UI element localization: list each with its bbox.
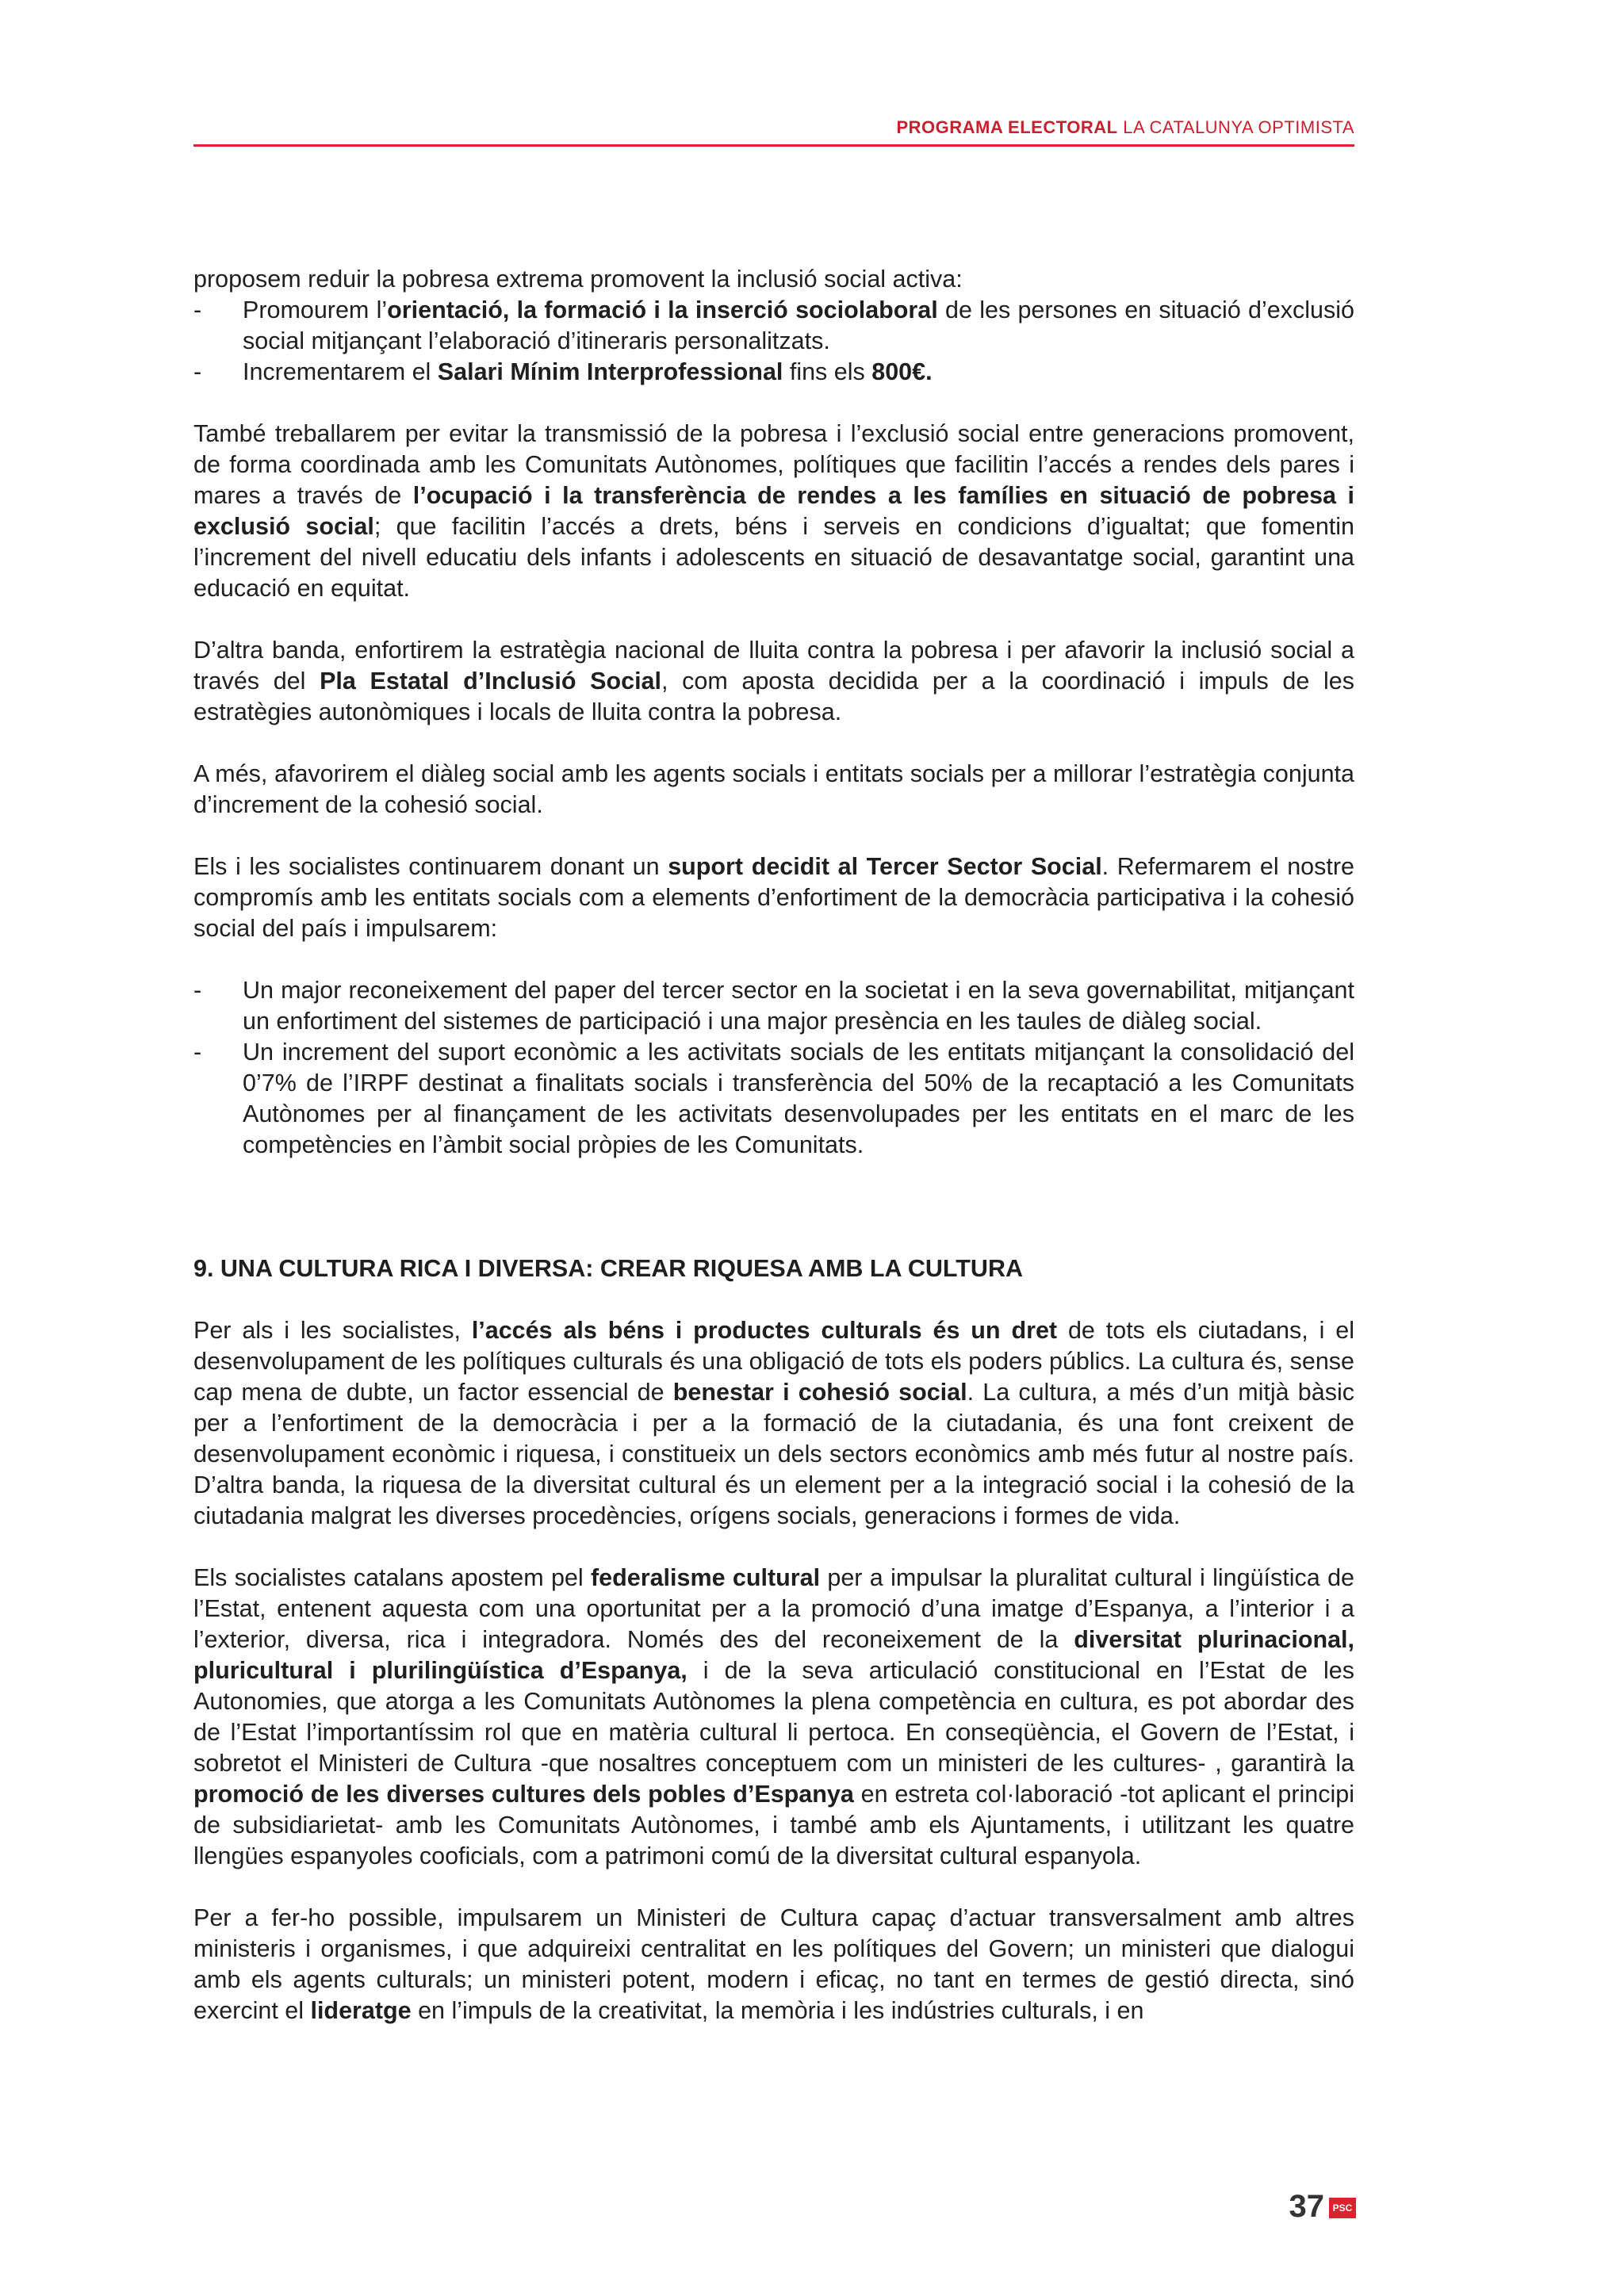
running-header (193, 117, 1354, 146)
list-item: - Un major reconeixement del paper del tercer sector en la societat i en la seva governabilitat, mitjançant un enfortiment del sistemes de participació i una major presència en les taules de diàleg social. (193, 977, 1354, 1035)
list-dash: - (193, 358, 202, 385)
paragraph: D’altra banda, enfortirem la estratègia nacional de lluita contra la pobresa i per afavorir la inclusió social a través del Pla Estatal d’Inclusió Social, com aposta decidida per a la coordinació i impuls de les estratègies autonòmiques i locals de lluita contra la pobresa. (193, 637, 1354, 725)
paragraph: Els i les socialistes continuarem donant un suport decidit al Tercer Sector Social. Refermarem el nostre compromís amb les entitats socials com a elements d’enfortiment de la democràcia participativa i la cohesió social del país i impulsarem: (193, 853, 1354, 942)
paragraph: Els socialistes catalans apostem pel federalisme cultural per a impulsar la pluralitat cultural i lingüística de l’Estat, entenent aquesta com una oportunitat per a la promoció d’una imatge d’Espanya, a l’interior i a l’exterior, diversa, rica i integradora. Només des del reconeixement de la diversitat plurinacional, pluricultural i plurilingüística d’Espanya, i de la seva articulació constitucional en l’Estat de les Autonomies, que atorga a les Comunitats Autònomes la plena competència en cultura, es pot abordar des de l’Estat l’importantíssim rol que en matèria cultural li pertoca. En conseqüència, el Govern de l’Estat, i sobretot el Ministeri de Cultura -que nosaltres conceptuem com un ministeri de les cultures- , garantirà la promoció de les diverses cultures dels pobles d’Espanya en estreta col·laboració -tot aplicant el principi de subsidiarietat- amb les Comunitats Autònomes, i també amb els Ajuntaments, i utilitzant les quatre llengües espanyoles cooficials, com a patrimoni comú de la diversitat cultural espanyola. (193, 1564, 1355, 1869)
page-body (193, 264, 1354, 2026)
list-item: - Incrementarem el Salari Mínim Interprofessional fins els 800€. (193, 357, 1354, 388)
header-divider (193, 144, 1354, 147)
list-dash: - (193, 1039, 202, 1066)
section-heading: 9. UNA CULTURA RICA I DIVERSA: CREAR RIQUESA AMB LA CULTURA (193, 1255, 1024, 1282)
paragraph: Per a fer-ho possible, impulsarem un Ministeri de Cultura capaç d’actuar transversalment amb altres ministeris i organismes, i que adquireixi centralitat en les polítiques del Govern; un ministeri que dialogui amb els agents culturals; un ministeri potent, modern i eficaç, no tant en termes de gestió directa, sinó exercint el lideratge en l’impuls de la creativitat, la memòria i les indústries culturals, i en (193, 1904, 1354, 2024)
list-dash: - (193, 977, 202, 1004)
psc-logo: PSC (1329, 2198, 1356, 2218)
intro-line: proposem reduir la pobresa extrema promovent la inclusió social activa: (193, 266, 963, 293)
list-item: - Promourem l’orientació, la formació i la inserció sociolaboral de les persones en situació d’exclusió social mitjançant l’elaboració d’itineraris personalitzats. (193, 297, 1354, 354)
paragraph: Per als i les socialistes, l’accés als béns i productes culturals és un dret de tots els ciutadans, i el desenvolupament de les polítiques culturals és una obligació de tots els poders públics. La cultura és, sense cap mena de dubte, un factor essencial de benestar i cohesió social. La cultura, a més d’un mitjà bàsic per a l’enfortiment de la democràcia i per a la formació de la ciutadania, és una font creixent de desenvolupament econòmic i riquesa, i constitueix un dels sectors econòmics amb més futur al nostre país. D’altra banda, la riquesa de la diversitat cultural és un element per a la integració social i la cohesió de la ciutadania malgrat les diverses procedències, orígens socials, generacions i formes de vida. (193, 1317, 1355, 1529)
header-title-bold: PROGRAMA ELECTORAL (896, 117, 1118, 137)
paragraph: A més, afavorirem el diàleg social amb les agents socials i entitats socials per a millorar l’estratègia conjunta d’increment de la cohesió social. (193, 760, 1354, 818)
header-title-rest: LA CATALUNYA OPTIMISTA (1117, 117, 1354, 137)
paragraph: També treballarem per evitar la transmissió de la pobresa i l’exclusió social entre generacions promovent, de forma coordinada amb les Comunitats Autònomes, polítiques que facilitin l’accés a rendes dels pares i mares a través de l’ocupació i la transferència de rendes a les famílies en situació de pobresa i exclusió social; que facilitin l’accés a drets, béns i serveis en condicions d’igualtat; que fomentin l’increment del nivell educatiu dels infants i adolescents en situació de desavantatge social, garantint una educació en equitat. (193, 420, 1355, 602)
page-number: 37 (1289, 2189, 1324, 2224)
list-dash: - (193, 297, 202, 323)
list-item: - Un increment del suport econòmic a les activitats socials de les entitats mitjançant la consolidació del 0’7% de l’IRPF destinat a finalitats socials i transferència del 50% de la recaptació a les Comunitats Autònomes per al finançament de les activitats desenvolupades per les entitats en el marc de les competències en l’àmbit social pròpies de les Comunitats. (193, 1039, 1354, 1158)
page-footer (1277, 2187, 1356, 2226)
